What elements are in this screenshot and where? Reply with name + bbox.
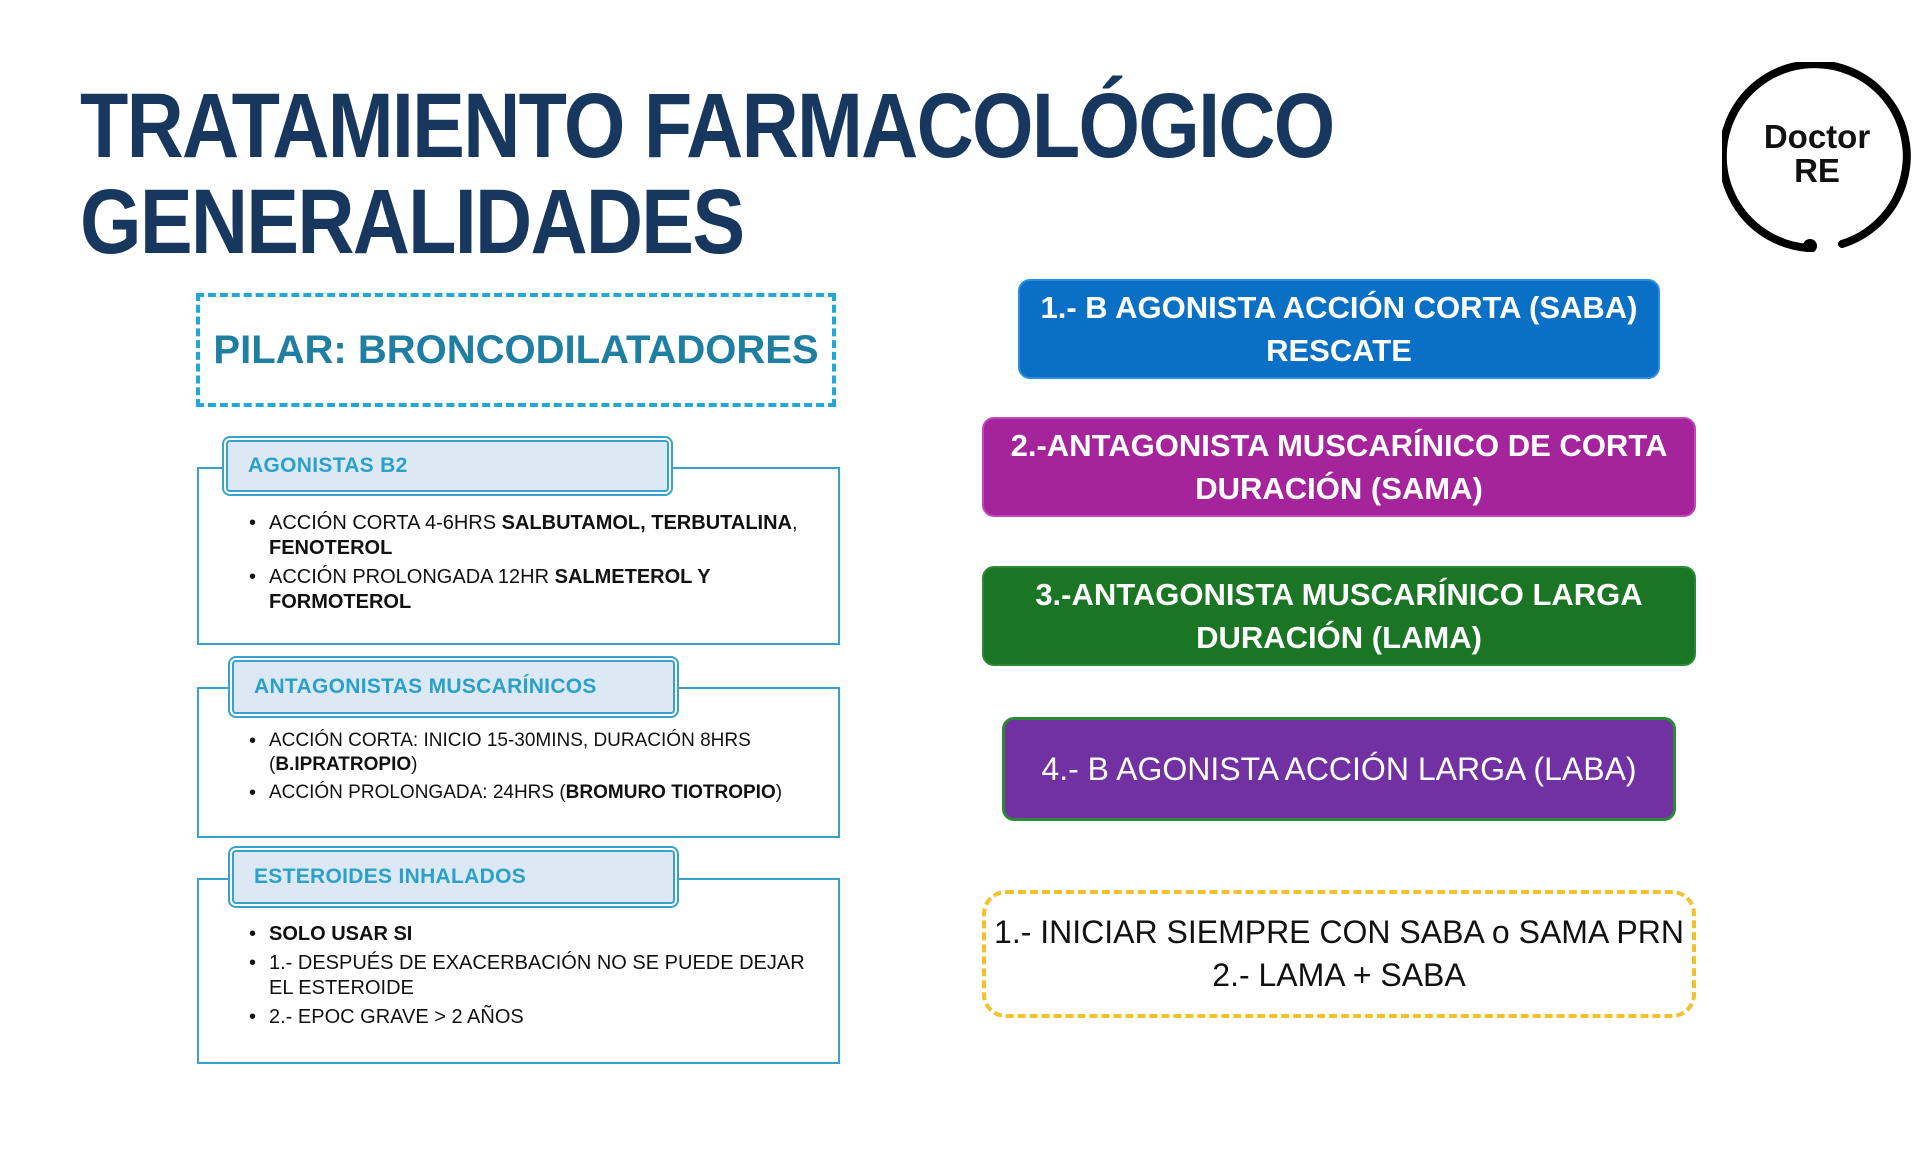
logo-line-1: Doctor [1763,118,1871,155]
list-item: • 1.- DESPUÉS DE EXACERBACIÓN NO SE PUEDE DEJAR EL ESTEROIDE [199,951,838,1001]
doctor-re-logo [1722,62,1912,252]
pilar-heading: PILAR: BRONCODILATADORES [196,293,836,407]
title-line-1: TRATAMIENTO FARMACOLÓGICO [80,75,1334,177]
list-item: • ACCIÓN PROLONGADA: 24HRS (BROMURO TIOTROPIO) [199,781,838,805]
note-line-1: 1.- INICIAR SIEMPRE CON SABA o SAMA PRN [994,914,1684,950]
recommendation-note [982,890,1696,1018]
list-item: • ACCIÓN CORTA: INICIO 15-30MINS, DURACIÓN 8HRS (B.IPRATROPIO) [199,729,838,777]
step-1-line-1: 1.- B AGONISTA ACCIÓN CORTA (SABA) [1040,290,1638,325]
page-title [80,75,1334,273]
list-item: • ACCIÓN PROLONGADA 12HR SALMETEROL Y FORMOTEROL [199,565,838,615]
list-item: • 2.- EPOC GRAVE > 2 AÑOS [199,1005,838,1030]
section-heading-antagonistas: ANTAGONISTAS MUSCARÍNICOS [232,660,675,714]
step-1-line-2: RESCATE [1266,333,1412,368]
step-2-sama [982,417,1696,517]
title-line-2: GENERALIDADES [80,171,744,273]
list-item: • ACCIÓN CORTA 4-6HRS SALBUTAMOL, TERBUTALINA, FENOTEROL [199,511,838,561]
esteroides-list [199,922,838,1034]
section-agonistas-b2 [197,467,840,645]
step-3-line-1: 3.-ANTAGONISTA MUSCARÍNICO LARGA [1035,577,1643,612]
step-2-line-2: DURACIÓN (SAMA) [1195,471,1483,506]
section-esteroides [197,878,840,1064]
step-1-saba [1018,279,1660,379]
section-heading-esteroides: ESTEROIDES INHALADOS [232,850,675,904]
note-line-2: 2.- LAMA + SABA [1212,957,1466,993]
section-heading-agonistas: AGONISTAS B2 [226,440,669,492]
antagonistas-list [199,729,838,809]
step-2-line-1: 2.-ANTAGONISTA MUSCARÍNICO DE CORTA [1010,428,1668,463]
logo-text [1722,120,1912,188]
step-4-line-1: 4.- B AGONISTA ACCIÓN LARGA (LABA) [1041,750,1637,787]
step-3-line-2: DURACIÓN (LAMA) [1196,620,1482,655]
step-3-lama [982,566,1696,666]
step-4-laba [1002,717,1676,821]
logo-line-2: RE [1794,152,1840,189]
agonistas-list [199,511,838,619]
list-item: • SOLO USAR SI [199,922,838,947]
